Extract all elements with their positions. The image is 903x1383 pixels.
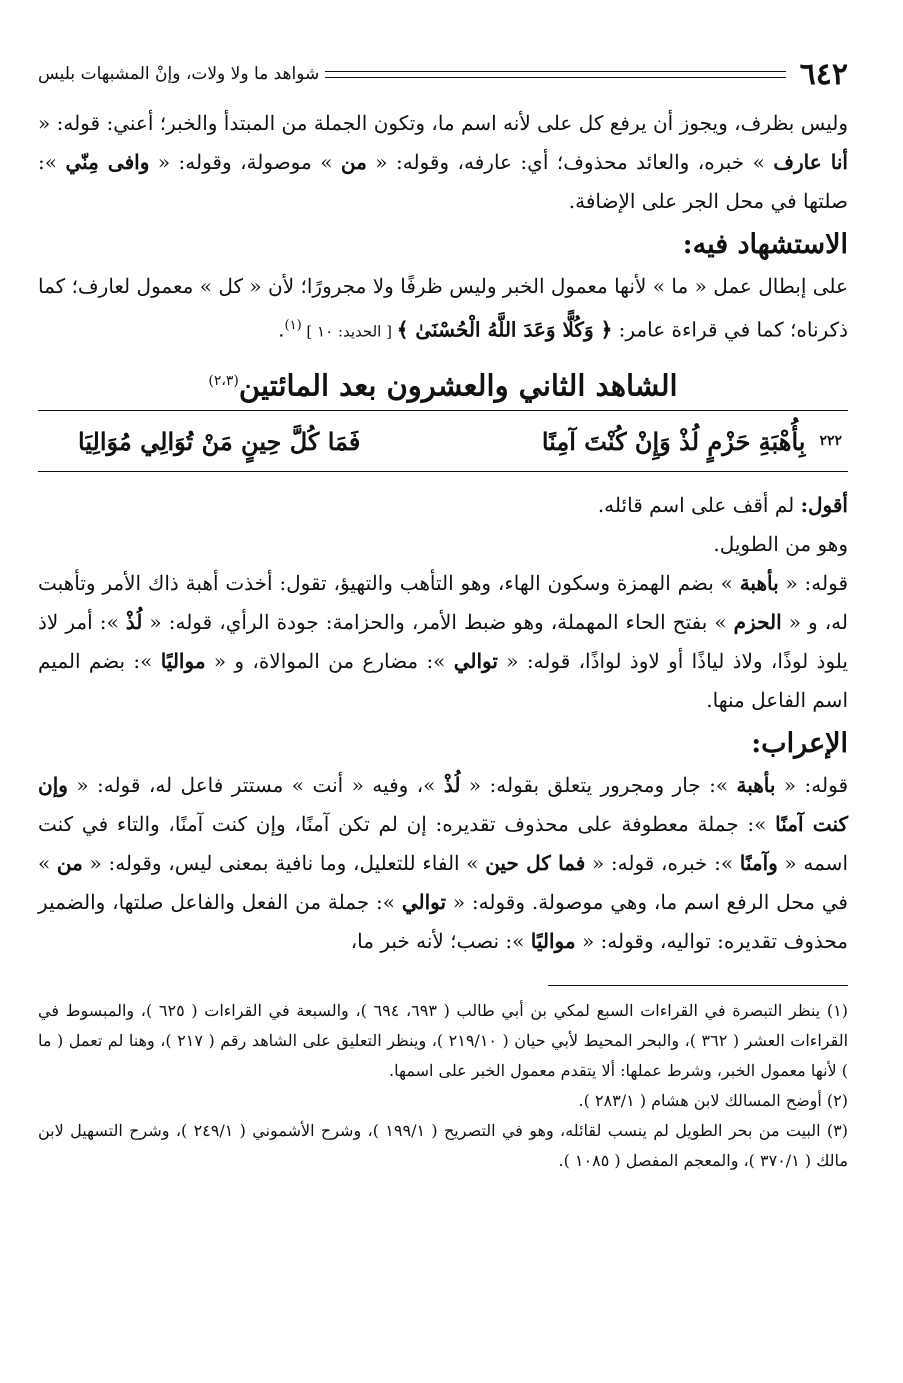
footnote-3: (٣) البيت من بحر الطويل لم ينسب لقائله، وهو في التصريح ( ١٩٩/١ )، وشرح الأشموني ( ٢٤٩/١ )، وشرح التسهيل لابن مالك ( ٣٧٠/١ )، والمعجم المفصل ( ١٠٨٥ ). (38, 1121, 848, 1171)
quran-reference: [ الحديد: ١٠ ] (301, 322, 397, 341)
aqul-line: أقول: لم أقف على اسم قائله. (597, 493, 848, 518)
hemistich-2: فَمَا كُلَّ حِينٍ مَنْ تُوَالِي مُوَالِيَا (78, 426, 361, 456)
verse-number: ٢٢٢ (819, 433, 842, 450)
meter-line: وهو من الطويل. (713, 532, 848, 557)
footnote-2: (٢) أوضح المسالك لابن هشام ( ٢٨٣/١ ). (578, 1091, 848, 1111)
footnote-1: (١) ينظر التبصرة في القراءات السبع لمكي بن أبي طالب ( ٦٩٣، ٦٩٤ )، والسبعة في القراءات ( ٦٢٥ )، والمبسوط في القراءات العشر ( ٣٦٢ )، والبحر المحيط لأبي حيان ( ٢١٩/١٠ )، وينظر التعليق على الشاهد رقم ( ٢١٧ )، وهنا لم تعمل ( ما ) لأنها معمول الخبر، وشرط عملها: ألا يتقدم معمول الخبر على اسمها. (38, 1001, 849, 1081)
running-title: شواهد ما ولا ولات، وإنْ المشبهات بليس (38, 64, 320, 84)
verse-first-half (542, 427, 842, 456)
footnote-separator (548, 985, 848, 986)
page-number: ٦٤٢ (799, 56, 848, 92)
istishhad-paragraph: على إبطال عمل « ما » لأنها معمول الخبر وليس ظرفًا ولا مجرورًا؛ لأن « كل » معمول لعارف؛ كما ذكرناه؛ كما في قراءة عامر: ﴿ وَكُلًّا وَعَدَ اللَّهُ الْحُسْنَىٰ ﴾ [ الحديد: ١٠ ] $^{(١)}$. (38, 274, 848, 342)
quran-quote: ﴿ وَكُلًّا وَعَدَ اللَّهُ الْحُسْنَىٰ ﴾ (396, 317, 613, 342)
footnote-mark: (١) (284, 318, 302, 333)
verse-box (38, 410, 848, 472)
page-header (38, 56, 848, 92)
intro-paragraph: وليس بظرف، ويجوز أن يرفع كل على لأنه اسم ما، وتكون الجملة من المبتدأ والخبر؛ أعني: قوله: « أنا عارف » خبره، والعائد محذوف؛ أي: عارفه، وقوله: « من » موصولة، وقوله: « وافى مِنّي »: صلتها في محل الجر على الإضافة. (38, 111, 848, 213)
irab-paragraph: قوله: « بأهبة »: جار ومجرور يتعلق بقوله: « لُذْ »، وفيه « أنت » مستتر فاعل له، قوله: « وإن كنت آمنًا »: جملة معطوفة على محذوف تقديره: إن لم تكن آمنًا، وإن كنت آمنًا، والتاء في كنت اسمه « وآمنًا »: خبره، قوله: « فما كل حين » الفاء للتعليل، وما نافية بمعنى ليس، وقوله: « من » في محل الرفع اسم ما، وهي موصولة. وقوله: « توالي »: جملة من الفعل والفاعل صلتها، والضمير محذوف تقديره: تواليه، وقوله: « مواليًا »: نصب؛ لأنه خبر ما، (38, 773, 849, 954)
irab-heading: الإعراب: (751, 728, 848, 760)
shahid-title: الشاهد الثاني والعشرون بعد المائتين$^{(٢،٣)}$ (208, 368, 678, 403)
commentary-paragraph: قوله: « بأهبة » بضم الهمزة وسكون الهاء، وهو التأهب والتهيؤ، تقول: أخذت أهبة ذاك الأمر وتأهبت له، و « الحزم » بفتح الحاء المهملة، وهو ضبط الأمر، والحزامة: جودة الرأي، قوله: « لُذْ »: أمر لاذ يلوذ لوذًا، ولاذ لياذًا أو لاوذ لواذًا، قوله: « توالي »: مضارع من الموالاة، و « مواليًا »: بضم الميم اسم الفاعل منها. (38, 571, 848, 713)
header-double-rule (325, 71, 785, 78)
shahid-title-note: (٢،٣) (208, 372, 239, 389)
book-page (38, 56, 848, 1176)
istishhad-heading: الاستشهاد فيه: (682, 229, 848, 260)
hemistich-1: بِأُهْبَةِ حَزْمٍ لُذْ وَإِنْ كُنْتَ آمِنًا (541, 426, 806, 456)
